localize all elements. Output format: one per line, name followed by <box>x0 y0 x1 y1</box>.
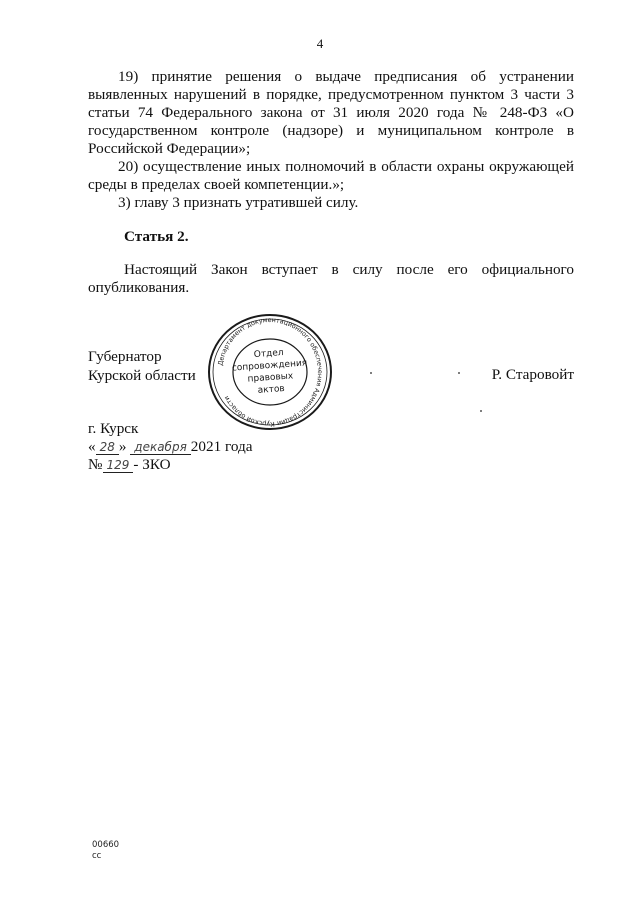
stamp-center-line1: Отдел <box>253 348 284 361</box>
law-number-suffix: - ЗКО <box>133 456 171 473</box>
page-number: 4 <box>316 36 324 51</box>
scan-speck <box>480 410 482 412</box>
date-month: декабря <box>130 440 191 455</box>
date-day: 28 <box>96 440 119 455</box>
law-number-prefix: № <box>88 456 103 473</box>
scan-speck <box>458 372 460 374</box>
item-19: 19) принятие решения о выдаче предписания об устранении выявленных нарушений в порядке, предусмотренном пунктом 3 части 3 статьи 74 Федерального закона от 31 июля 2020 года № 248-ФЗ «О государственном контроле (надзоре) и муниципальном контроле в Российской Федерации»; <box>88 68 574 157</box>
date-close-quote: » <box>118 438 127 455</box>
city-name: г. Курск <box>88 420 139 437</box>
footer-code: 00660 <box>92 840 120 850</box>
article-2-text: Настоящий Закон вступает в силу после его официального опубликования. <box>88 261 574 296</box>
item-20: 20) осуществление иных полномочий в области охраны окружающей среды в пределах своей компетенции.»; <box>88 158 574 193</box>
scan-speck <box>370 372 372 374</box>
law-amendment-items <box>88 68 574 212</box>
footer-initials: cc <box>92 851 102 861</box>
footer-codes <box>92 840 119 862</box>
signer-name: Р. Старовойт <box>491 366 574 383</box>
signature-position <box>88 347 196 385</box>
date-open-quote: « <box>88 438 96 455</box>
date-line <box>88 438 252 456</box>
stamp-center-line2: сопровождения <box>231 358 308 374</box>
official-stamp-seal <box>205 312 335 432</box>
place-date-block <box>88 420 252 474</box>
law-number: 129 <box>103 458 134 473</box>
stamp-center-line3: правовых <box>247 371 294 385</box>
date-year: 2021 года <box>190 438 253 455</box>
stamp-center-line4: актов <box>257 384 286 396</box>
signature-position-line2: Курской области <box>88 367 196 384</box>
item-3: 3) главу 3 признать утратившей силу. <box>118 194 359 211</box>
law-number-line <box>88 456 252 474</box>
article-2-title: Статья 2. <box>124 228 189 245</box>
stamp-ring-text: Департамент документационного обеспечения Администрации Курской области <box>216 315 325 429</box>
signature-position-line1: Губернатор <box>88 348 162 365</box>
